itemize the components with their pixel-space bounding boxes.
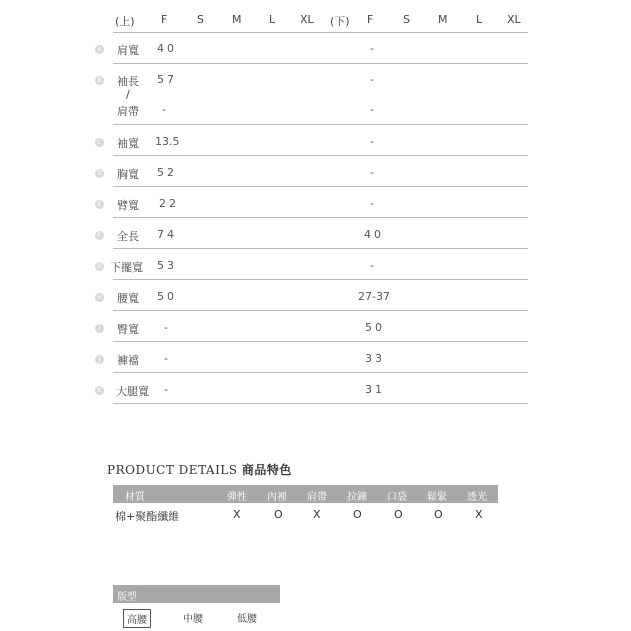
measure-label: 褲襠 [117, 354, 139, 367]
top-f-value: 40 [157, 42, 177, 55]
fit-option-high-waist: 高腰 [123, 609, 151, 628]
fit-header-bar [113, 585, 280, 603]
row-divider [113, 310, 528, 311]
transparency-value: X [475, 508, 483, 521]
bottom-f-value: - [370, 42, 374, 55]
bottom-f-value: 50 [365, 321, 385, 334]
bottom-header-f: F [367, 13, 374, 26]
row-divider [113, 372, 528, 373]
top-header-f: F [161, 13, 168, 26]
bottom-f-value: - [370, 259, 374, 272]
top-f-value: 22 [159, 197, 179, 210]
measure-label: 胸寬 [117, 168, 139, 181]
bottom-header-s: S [403, 13, 410, 26]
elastic-value: O [434, 508, 443, 521]
transparency-column-header: 透光 [467, 492, 487, 503]
measure-label: 下擺寬 [110, 261, 143, 274]
row-divider [113, 186, 528, 187]
bottom-header-xl: XL [507, 13, 521, 26]
top-f-value: 74 [157, 228, 177, 241]
row-letter-badge: A [95, 45, 104, 54]
pocket-value: O [394, 508, 403, 521]
top-f-value: - [162, 103, 166, 116]
measure-label: 全長 [117, 230, 139, 243]
bottom-f-value: - [370, 103, 374, 116]
bottom-header-l: L [476, 13, 483, 26]
row-divider [113, 124, 528, 125]
fit-option-low-waist: 低腰 [237, 614, 257, 625]
top-f-value: 57 [157, 73, 177, 86]
measure-label: 肩帶 [117, 105, 139, 118]
bottom-f-value: 31 [365, 383, 385, 396]
bottom-f-value: 40 [364, 228, 384, 241]
measure-label: 臀寬 [117, 323, 139, 336]
row-letter-badge: D [95, 169, 104, 178]
material-column-header: 材質 [125, 492, 145, 503]
top-header-label: (上) [115, 15, 135, 28]
row-divider [113, 155, 528, 156]
bottom-f-value: 33 [365, 352, 385, 365]
fit-header: 版型 [117, 592, 137, 603]
row-letter-badge: K [95, 386, 104, 395]
row-divider [113, 279, 528, 280]
measure-label: 臂寬 [117, 199, 139, 212]
row-divider [113, 217, 528, 218]
strap-column-header: 肩帶 [307, 492, 327, 503]
top-f-value: 53 [157, 259, 177, 272]
measure-label: 袖長 [117, 75, 139, 88]
product-details-title [107, 461, 292, 478]
bottom-f-value: 27-37 [358, 290, 390, 303]
lining-column-header: 內裡 [267, 492, 287, 503]
pocket-column-header: 口袋 [387, 492, 407, 503]
row-letter-badge: J [95, 355, 104, 364]
row-letter-badge: F [95, 231, 104, 240]
top-f-value: 13.5 [155, 135, 180, 148]
bottom-f-value: - [370, 166, 374, 179]
zipper-value: O [353, 508, 362, 521]
top-header-xl: XL [300, 13, 314, 26]
product-details-title-cjk: 商品特色 [241, 463, 292, 477]
measure-label-separator: / [126, 88, 130, 101]
stretch-value: X [233, 508, 241, 521]
top-f-value: - [164, 352, 168, 365]
row-letter-badge: H [95, 293, 104, 302]
measure-label: 肩寬 [117, 44, 139, 57]
row-letter-badge: B [95, 76, 104, 85]
row-letter-badge: C [95, 138, 104, 147]
row-divider [113, 32, 528, 33]
top-header-m: M [232, 13, 242, 26]
bottom-f-value: - [370, 135, 374, 148]
stretch-column-header: 彈性 [227, 492, 247, 503]
zipper-column-header: 拉鍊 [347, 492, 367, 503]
strap-value: X [313, 508, 321, 521]
material-value: 棉+聚酯纖維 [115, 510, 180, 523]
row-letter-badge: E [95, 200, 104, 209]
top-header-s: S [197, 13, 204, 26]
bottom-f-value: - [370, 73, 374, 86]
row-divider [113, 63, 528, 64]
top-header-l: L [269, 13, 276, 26]
row-divider [113, 341, 528, 342]
top-f-value: - [164, 383, 168, 396]
bottom-header-m: M [438, 13, 448, 26]
measure-label: 袖寬 [117, 137, 139, 150]
measure-label: 腰寬 [117, 292, 139, 305]
elastic-column-header: 鬆緊 [427, 492, 447, 503]
row-divider [113, 248, 528, 249]
measure-label: 大腿寬 [116, 385, 149, 398]
bottom-header-label: (下) [330, 15, 350, 28]
row-letter-badge: I [95, 324, 104, 333]
row-divider [113, 403, 528, 404]
material-header-bar [113, 485, 498, 503]
fit-option-mid-waist: 中腰 [183, 614, 203, 625]
top-f-value: - [164, 321, 168, 334]
top-f-value: 50 [157, 290, 177, 303]
row-letter-badge: G [95, 262, 104, 271]
lining-value: O [274, 508, 283, 521]
product-details-title-latin: PRODUCT DETAILS [107, 463, 238, 477]
bottom-f-value: - [370, 197, 374, 210]
top-f-value: 52 [157, 166, 177, 179]
